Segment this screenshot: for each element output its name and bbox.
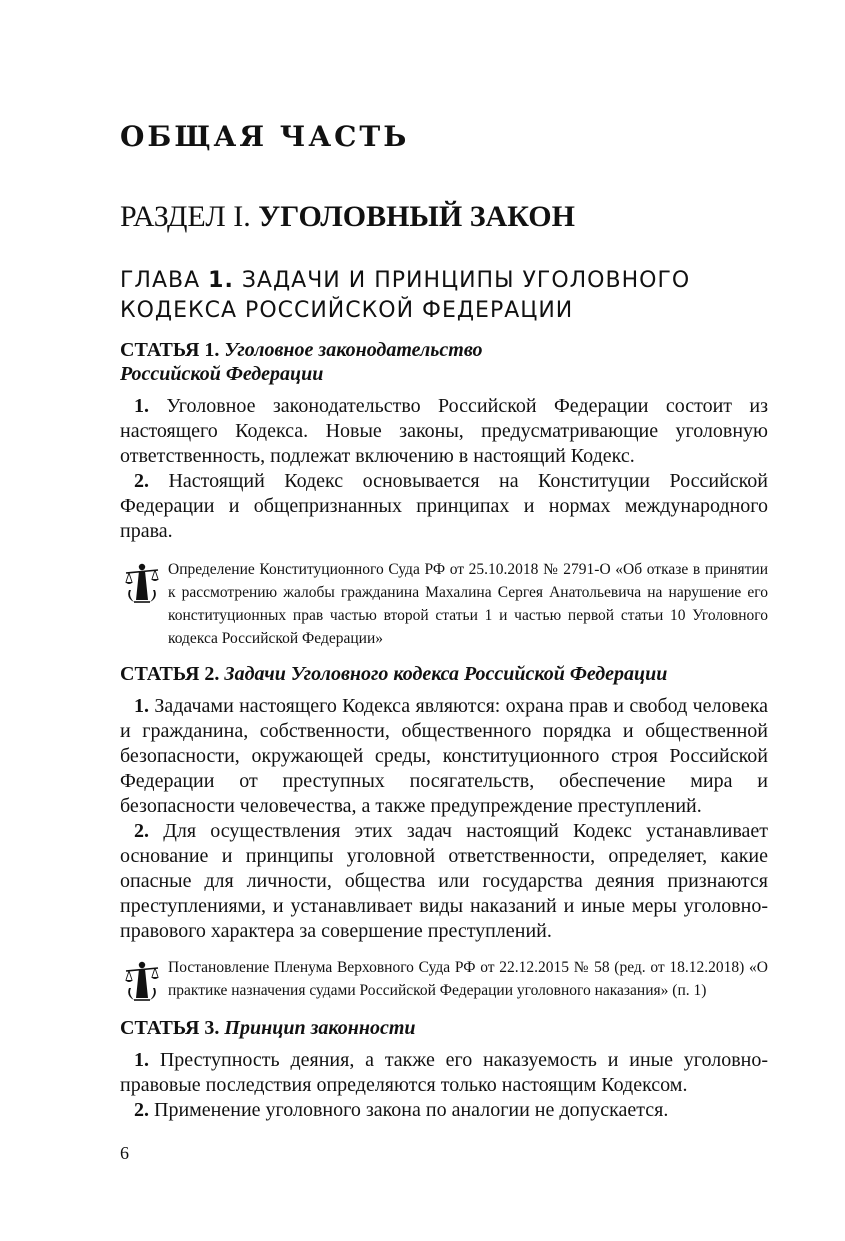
themis-justice-icon (120, 958, 164, 1002)
court-note-text: Постановление Пленума Верховного Суда РФ от 22.12.2015 № 58 (ред. от 18.12.2018) «О практике назначения судами Российской Федерации уголовного наказания» (п. 1) (168, 959, 768, 999)
paragraph-number: 1. (134, 1049, 149, 1071)
chapter-title-line1: ЗАДАЧИ И ПРИНЦИПЫ УГОЛОВНОГО (241, 268, 691, 293)
section-title (120, 200, 575, 234)
part-title: ОБЩАЯ ЧАСТЬ (120, 120, 410, 153)
court-note-text: Определение Конституционного Суда РФ от 25.10.2018 № 2791-О «Об отказе в принятии к рассмотрению жалобы гражданина Махалина Сергея Анатольевича на нарушение его конституционных прав частью второй статьи 1 и частью первой статьи 10 Уголовного кодекса Российской Федерации» (168, 561, 768, 647)
section-name: УГОЛОВНЫЙ ЗАКОН (258, 200, 575, 233)
paragraph-number: 2. (134, 820, 149, 842)
article-1-paragraph-2 (120, 469, 768, 544)
article-3-label: СТАТЬЯ 3. (120, 1017, 220, 1039)
article-1-paragraph-1 (120, 394, 768, 469)
chapter-prefix: ГЛАВА (120, 268, 201, 293)
article-1-court-note (120, 558, 768, 650)
article-1-title-line1: Уголовное законодательство (224, 339, 483, 361)
page-number: 6 (120, 1143, 129, 1163)
article-2-label: СТАТЬЯ 2. (120, 663, 220, 685)
paragraph-text: Для осуществления этих задач настоящий Кодекс устанавливает основание и принципы уголовной ответственности, определяет, какие опасные для личности, общества или государства деяния признаются преступлениями, и устанавливает виды наказаний и иные меры уголовно-правового характера за совершение преступлений. (120, 820, 769, 942)
article-2-court-note (120, 956, 768, 1002)
chapter-title (120, 266, 690, 326)
themis-justice-icon (120, 560, 164, 604)
article-1-label: СТАТЬЯ 1. (120, 339, 220, 361)
paragraph-number: 1. (134, 695, 149, 717)
paragraph-number: 2. (134, 1099, 149, 1121)
article-2-heading (120, 662, 768, 686)
chapter-number: 1. (208, 268, 234, 293)
article-3-paragraph-2 (120, 1098, 768, 1123)
paragraph-text: Настоящий Кодекс основывается на Конституции Российской Федерации и общепризнанных принципах и нормах международного права. (120, 470, 769, 542)
chapter-title-line2: КОДЕКСА РОССИЙСКОЙ ФЕДЕРАЦИИ (120, 298, 574, 323)
article-body (120, 338, 768, 1123)
section-prefix: РАЗДЕЛ I. (120, 200, 251, 233)
article-2-title: Задачи Уголовного кодекса Российской Федерации (224, 663, 668, 685)
paragraph-text: Преступность деяния, а также его наказуемость и иные уголовно-правовые последствия определяются только настоящим Кодексом. (120, 1049, 769, 1096)
article-1-heading (120, 338, 768, 386)
paragraph-number: 2. (134, 470, 149, 492)
article-1-title-line2: Российской Федерации (120, 363, 324, 385)
article-3-paragraph-1 (120, 1048, 768, 1098)
paragraph-text: Задачами настоящего Кодекса являются: охрана прав и свобод человека и гражданина, собственности, общественного порядка и общественной безопасности, окружающей среды, конституционного строя Российской Федерации от преступных посягательств, обеспечение мира и безопасности человечества, а также предупреждение преступлений. (120, 695, 769, 817)
paragraph-number: 1. (134, 395, 149, 417)
article-3-heading (120, 1016, 768, 1040)
article-2-paragraph-2 (120, 819, 768, 944)
paragraph-text: Уголовное законодательство Российской Федерации состоит из настоящего Кодекса. Новые законы, предусматривающие уголовную ответственность, подлежат включению в настоящий Кодекс. (120, 395, 768, 467)
paragraph-text: Применение уголовного закона по аналогии не допускается. (154, 1099, 669, 1121)
article-3-title: Принцип законности (224, 1017, 416, 1039)
article-2-paragraph-1 (120, 694, 768, 819)
